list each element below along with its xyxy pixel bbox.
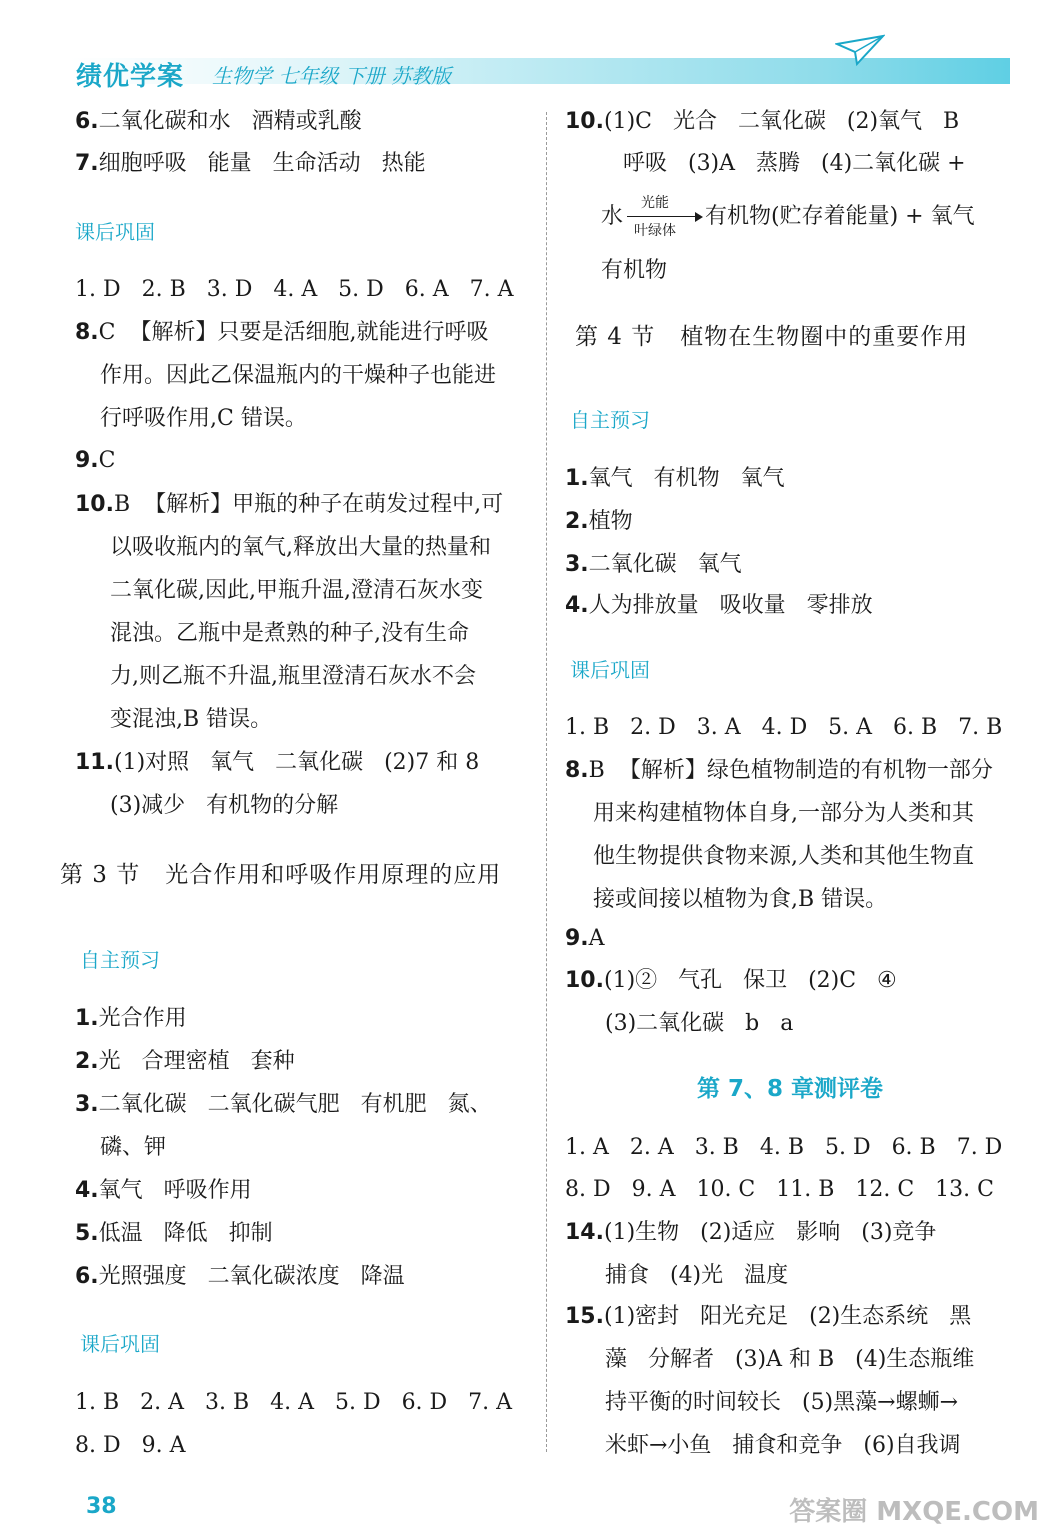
answer-line: 用来构建植物体自身,一部分为人类和其 bbox=[593, 801, 974, 826]
answer-line: 接或间接以植物为食,B 错误。 bbox=[593, 887, 888, 912]
answer-line: 以吸收瓶内的氧气,释放出大量的热量和 bbox=[110, 535, 491, 560]
answer-line: 1. A 2. A 3. B 4. B 5. D 6. B 7. D bbox=[565, 1135, 1003, 1160]
answer-line: 作用。因此乙保温瓶内的干燥种子也能进 bbox=[100, 363, 497, 388]
answer-line: (3)减少 有机物的分解 bbox=[110, 793, 339, 818]
watermark-text: 答案圈 MXQE.COM bbox=[789, 1497, 1039, 1527]
reaction-arrow bbox=[627, 216, 699, 217]
answer-line: 2.光 合理密植 套种 bbox=[75, 1049, 295, 1074]
answer-line: 他生物提供食物来源,人类和其他生物直 bbox=[593, 844, 974, 869]
answer-line: 磷、钾 bbox=[100, 1135, 167, 1160]
answer-line: 10.(1)② 气孔 保卫 (2)C ④ bbox=[565, 968, 897, 993]
answer-line: 行呼吸作用,C 错误。 bbox=[100, 406, 307, 431]
answer-line: 捕食 (4)光 温度 bbox=[605, 1263, 789, 1288]
page-number: 38 bbox=[86, 1494, 117, 1519]
answer-line: 混浊。乙瓶中是煮熟的种子,没有生命 bbox=[110, 621, 469, 646]
answer-line: 2.植物 bbox=[565, 509, 633, 534]
answer-line: 呼吸 (3)A 蒸腾 (4)二氧化碳 + bbox=[623, 151, 966, 176]
answer-line: 9.A bbox=[565, 926, 605, 951]
section-heading: 自主预习 bbox=[570, 408, 650, 432]
answer-line: 10.B 【解析】甲瓶的种子在萌发过程中,可 bbox=[75, 492, 504, 517]
answer-line: 10.(1)C 光合 二氧化碳 (2)氧气 B bbox=[565, 109, 960, 134]
answer-line: 5.低温 降低 抑制 bbox=[75, 1221, 273, 1246]
photosynthesis-equation bbox=[601, 192, 1021, 242]
answer-line: 力,则乙瓶不升温,瓶里澄清石灰水不会 bbox=[110, 664, 476, 689]
answer-line: 有机物 bbox=[601, 258, 668, 283]
page-header bbox=[0, 0, 1051, 92]
section-heading: 课后巩固 bbox=[75, 220, 155, 244]
answer-line: 11.(1)对照 氧气 二氧化碳 (2)7 和 8 bbox=[75, 750, 480, 775]
answer-line: 7.细胞呼吸 能量 生命活动 热能 bbox=[75, 151, 426, 176]
answer-line: 藻 分解者 (3)A 和 B (4)生态瓶维 bbox=[605, 1347, 975, 1372]
section-heading: 课后巩固 bbox=[570, 658, 650, 682]
book-subtitle: 生物学 七年级 下册 苏教版 bbox=[212, 64, 452, 88]
arrow-head-icon bbox=[695, 212, 703, 222]
answer-line: 4.氧气 呼吸作用 bbox=[75, 1178, 252, 1203]
answer-line: 8. D 9. A 10. C 11. B 12. C 13. C bbox=[565, 1177, 994, 1202]
answer-line: (3)二氧化碳 b a bbox=[605, 1011, 794, 1036]
answer-line: 14.(1)生物 (2)适应 影响 (3)竞争 bbox=[565, 1220, 937, 1245]
paper-plane-icon bbox=[835, 30, 885, 70]
answer-line: 1. B 2. D 3. A 4. D 5. A 6. B 7. B bbox=[565, 715, 1003, 740]
answer-line: 1. B 2. A 3. B 4. A 5. D 6. D 7. A bbox=[75, 1390, 513, 1415]
column-divider bbox=[546, 112, 547, 1452]
section-heading: 自主预习 bbox=[80, 948, 160, 972]
test-paper-title: 第 7、8 章测评卷 bbox=[697, 1076, 884, 1102]
answer-line: 8.C 【解析】只要是活细胞,就能进行呼吸 bbox=[75, 320, 489, 345]
answer-line: 6.二氧化碳和水 酒精或乳酸 bbox=[75, 109, 362, 134]
answer-line: 3.二氧化碳 二氧化碳气肥 有机肥 氮、 bbox=[75, 1092, 492, 1117]
answer-line: 9.C bbox=[75, 448, 116, 473]
answer-line: 二氧化碳,因此,甲瓶升温,澄清石灰水变 bbox=[110, 578, 483, 603]
answer-line: 1.光合作用 bbox=[75, 1006, 187, 1031]
answer-line: 变混浊,B 错误。 bbox=[110, 707, 273, 732]
equation-products: 有机物(贮存着能量) + 氧气 bbox=[705, 204, 975, 229]
equation-condition-above: 光能 bbox=[641, 195, 669, 211]
answer-line: 15.(1)密封 阳光充足 (2)生态系统 黑 bbox=[565, 1304, 972, 1329]
answer-line: 米虾→小鱼 捕食和竞争 (6)自我调 bbox=[605, 1433, 961, 1458]
section-heading: 课后巩固 bbox=[80, 1332, 160, 1356]
equation-reactant: 水 bbox=[601, 204, 624, 229]
answer-line: 4.人为排放量 吸收量 零排放 bbox=[565, 593, 873, 618]
answer-line: 持平衡的时间较长 (5)黑藻→螺蛳→ bbox=[605, 1390, 959, 1415]
chapter-section-title: 第 3 节 光合作用和呼吸作用原理的应用 bbox=[60, 862, 502, 888]
answer-line: 8. D 9. A bbox=[75, 1433, 186, 1458]
answer-line: 6.光照强度 二氧化碳浓度 降温 bbox=[75, 1264, 405, 1289]
equation-condition-below: 叶绿体 bbox=[634, 223, 676, 239]
brand-logo-text: 绩优学案 bbox=[76, 62, 185, 92]
answer-line: 8.B 【解析】绿色植物制造的有机物一部分 bbox=[565, 758, 993, 783]
answer-line: 3.二氧化碳 氧气 bbox=[565, 552, 742, 577]
answer-line: 1.氧气 有机物 氧气 bbox=[565, 466, 785, 491]
chapter-section-title: 第 4 节 植物在生物圈中的重要作用 bbox=[575, 324, 969, 350]
answer-line: 1. D 2. B 3. D 4. A 5. D 6. A 7. A bbox=[75, 277, 514, 302]
